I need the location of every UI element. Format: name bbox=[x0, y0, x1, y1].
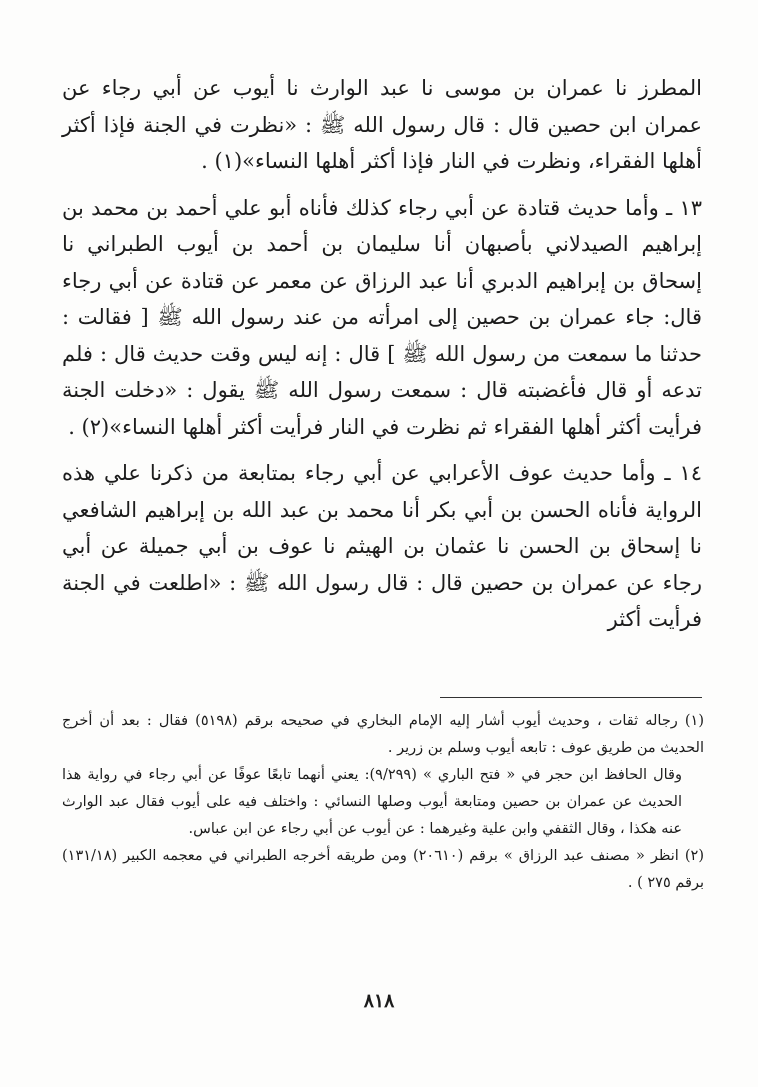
main-text bbox=[62, 70, 702, 638]
paragraph-1: المطرز نا عمران بن موسى نا عبد الوارث نا أيوب عن أبي رجاء عن عمران ابن حصين قال : قال رسول الله ﷺ : «نظرت في الجنة فإذا أكثر أهلها الفقراء، ونظرت في النار فإذا أكثر أهلها النساء»(١) . bbox=[62, 76, 702, 173]
footnote-2: (٢) انظر « مصنف عبد الرزاق » برقم (٢٠٦١٠) ومن طريقه أخرجه الطبراني في معجمه الكبير (١٣١/١٨) برقم ٢٧٥ ) . bbox=[62, 848, 704, 891]
paragraph-2: ١٣ ـ وأما حديث قتادة عن أبي رجاء كذلك فأناه أبو علي أحمد بن محمد بن إبراهيم الصيدلاني بأصبهان أنا سليمان بن أحمد بن أيوب الطبراني نا إسحاق بن إبراهيم الدبري أنا عبد الرزاق عن معمر عن قتادة عن أبي رجاء قال: جاء عمران بن حصين إلى امرأته من عند رسول الله ﷺ [ فقالت : حدثنا ما سمعت من رسول الله ﷺ ] قال : إنه ليس وقت حديث قال : فلم تدعه أو قال فأغضبته قال : سمعت رسول الله ﷺ يقول : «دخلت الجنة فرأيت أكثر أهلها الفقراء ثم نظرت في النار فرأيت أكثر أهلها النساء»(٢) . bbox=[62, 195, 702, 439]
footnote-1-continuation: وقال الحافظ ابن حجر في « فتح الباري » (٩/٢٩٩): يعني أنهما تابعًا عوفًا عن أبي رجاء في رواية هذا الحديث عن عمران بن حصين ومتابعة أيوب وصلها النسائي : واختلف فيه على أيوب فقال عبد الوارث عنه هكذا ، وقال الثقفي وابن علية وغيرهما : عن أيوب عن أبي رجاء عن ابن عباس. bbox=[62, 767, 682, 837]
paragraph-3: ١٤ ـ وأما حديث عوف الأعرابي عن أبي رجاء بمتابعة من ذكرنا علي هذه الرواية فأناه الحسن بن أبي بكر أنا محمد بن عبد الله بن إبراهيم الشافعي نا إسحاق بن الحسن نا عثمان بن الهيثم نا عوف بن أبي جميلة عن أبي رجاء عن عمران بن حصين قال : قال رسول الله ﷺ : «اطلعت في الجنة فرأيت أكثر bbox=[62, 461, 702, 631]
page-number: ٨١٨ bbox=[363, 990, 395, 1012]
footnotes bbox=[62, 708, 704, 897]
footnote-1: (١) رجاله ثقات ، وحديث أيوب أشار إليه الإمام البخاري في صحيحه برقم (٥١٩٨) فقال : بعد أن أخرج الحديث من طريق عوف : تابعه أيوب وسلم بن زرير . bbox=[62, 713, 705, 756]
footnote-separator bbox=[440, 697, 702, 698]
